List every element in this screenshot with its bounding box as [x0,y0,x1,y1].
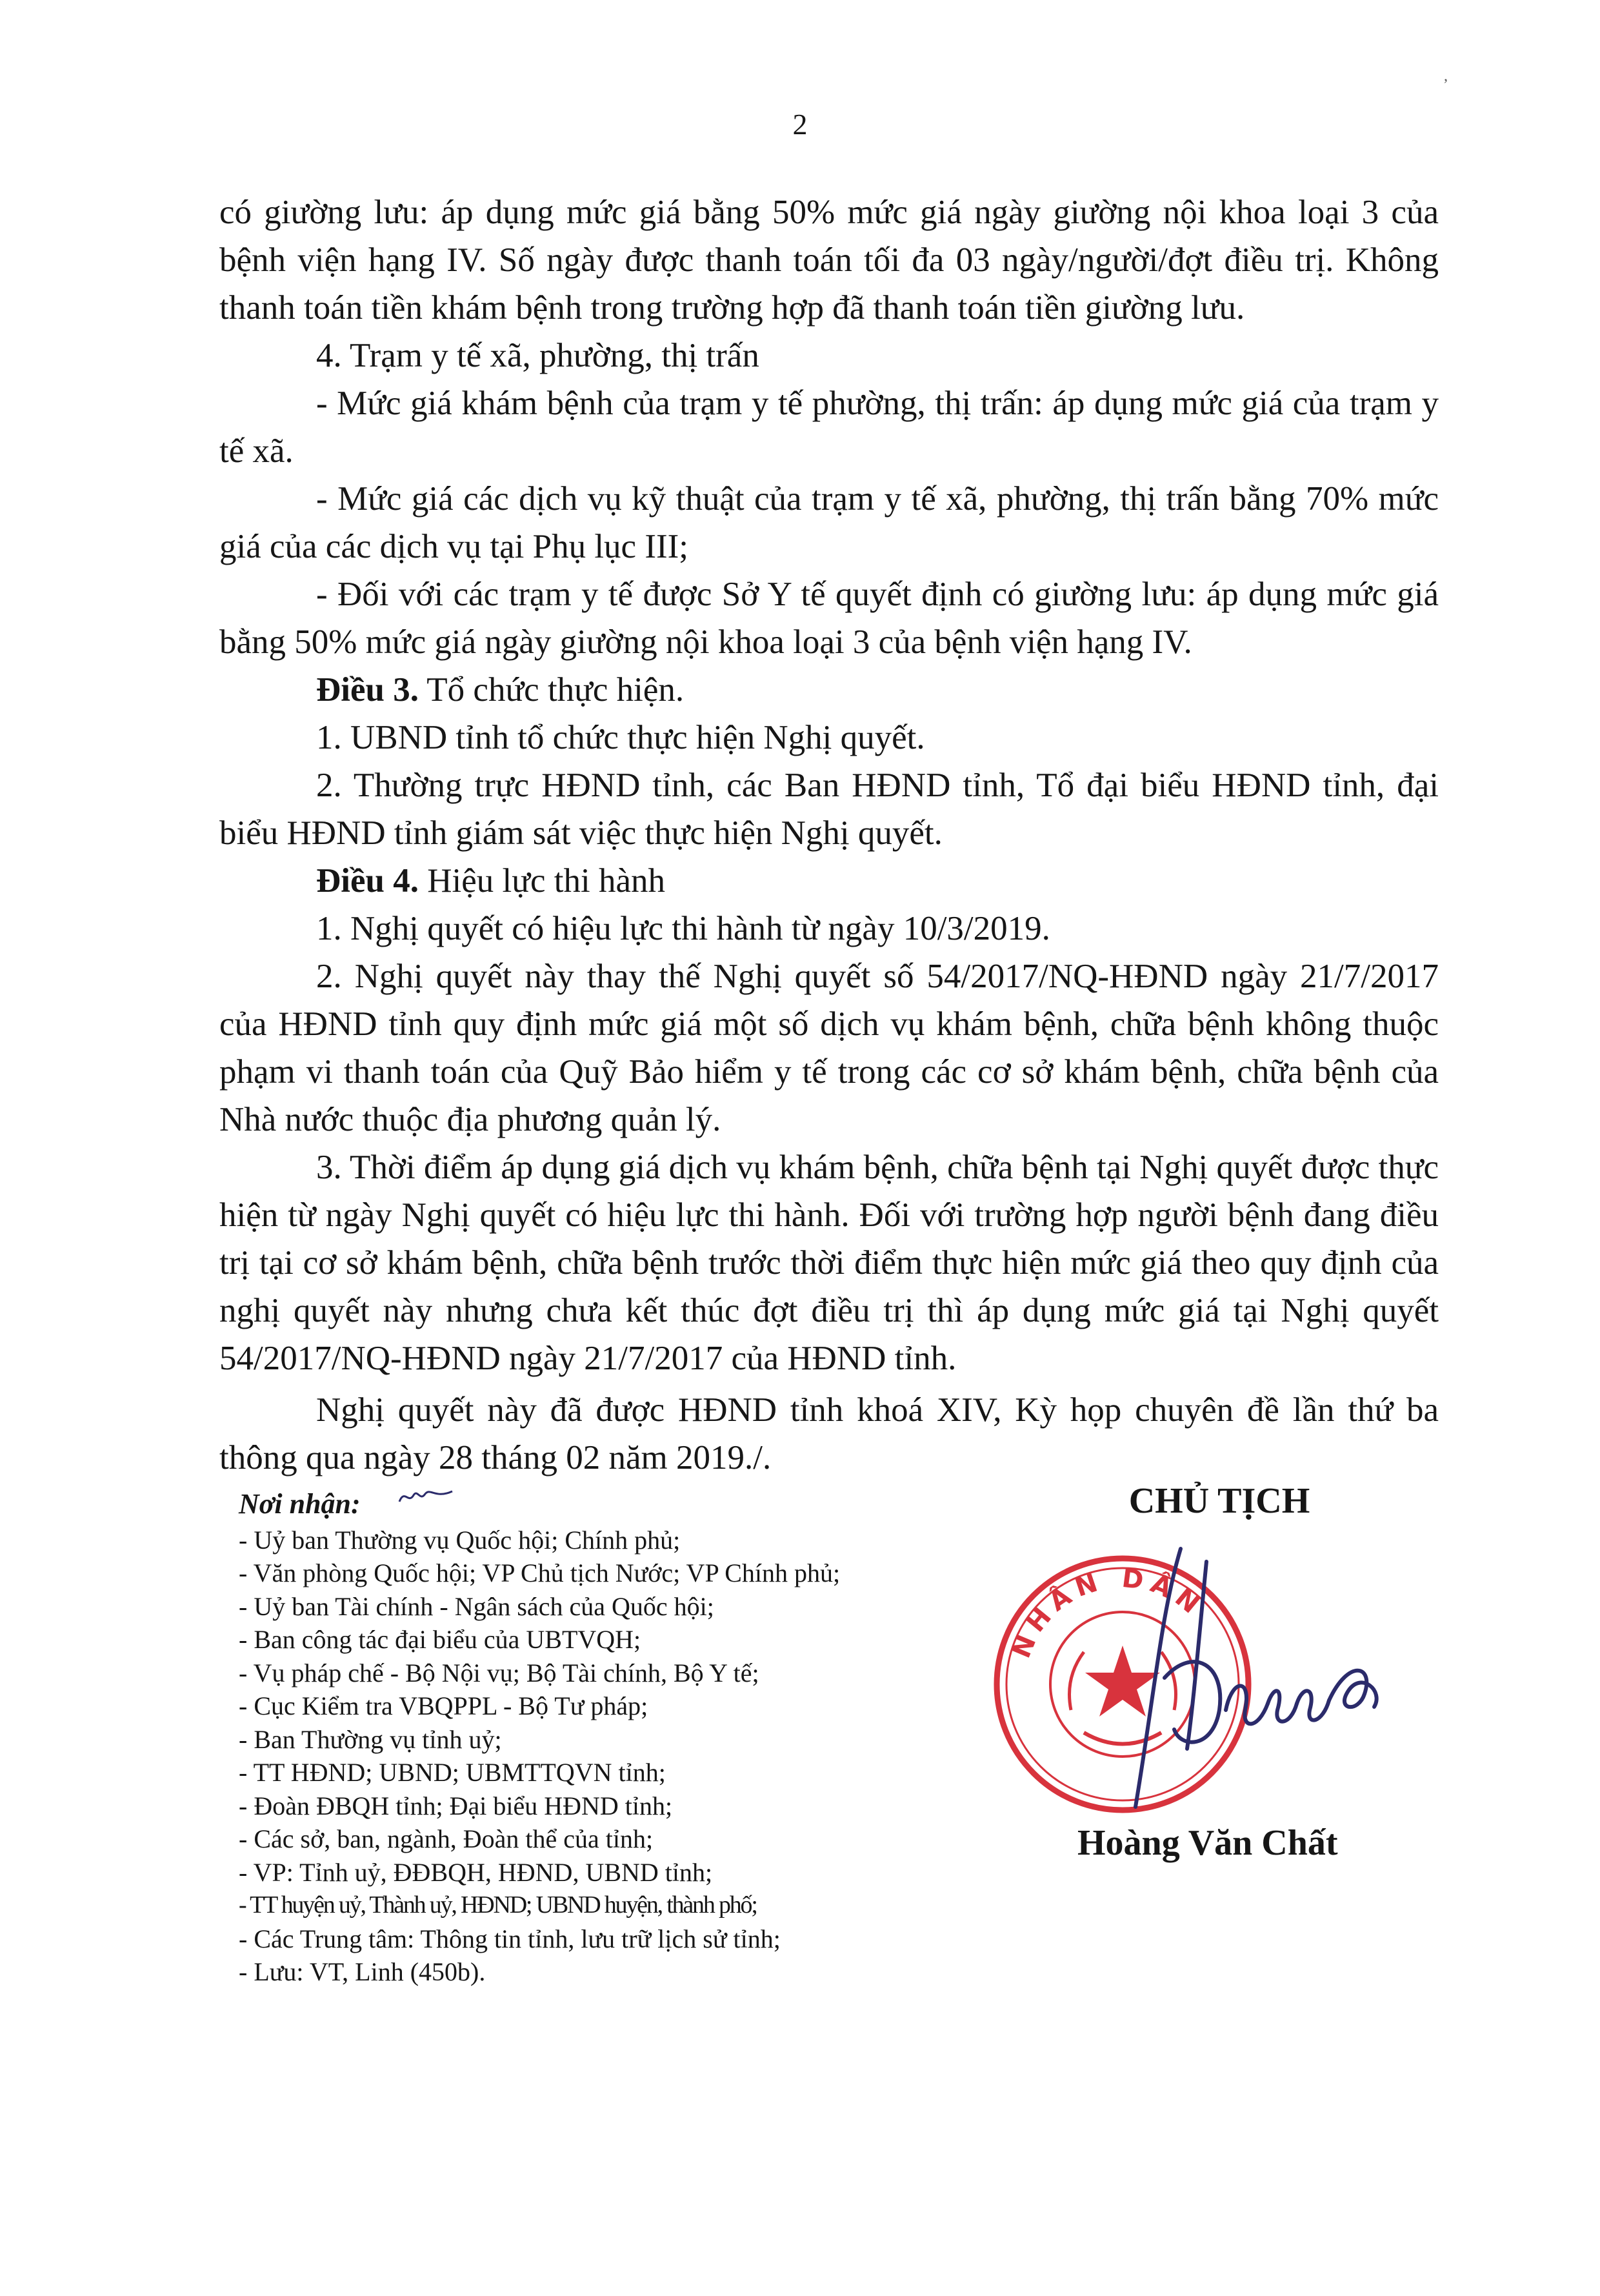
article-heading [219,666,1439,714]
svg-text:NHÂN DÂN: NHÂN DÂN [1006,1563,1210,1663]
paragraph: có giường lưu: áp dụng mức giá bằng 50% mức giá ngày giường nội khoa loại 3 của bệnh viện hạng IV. Số ngày được thanh toán tối đa 03 ngày/người/đợt điều trị. Không thanh toán tiền khám bệnh trong trường hợp đã thanh toán tiền giường lưu. [219,194,1439,327]
document-body [219,188,1439,1482]
article-title: Tổ chức thực hiện. [419,671,685,709]
paragraph: 3. Thời điểm áp dụng giá dịch vụ khám bệnh, chữa bệnh tại Nghị quyết được thực hiện từ ngày Nghị quyết có hiệu lực thi hành. Đối với trường hợp người bệnh đang điều trị tại cơ sở khám bệnh, chữa bệnh trước thời điểm thực hiện mức giá theo quy định của nghị quyết này nhưng chưa kết thúc đợt điều trị thì áp dụng mức giá tại Nghị quyết 54/2017/NQ-HĐND ngày 21/7/2017 của HĐND tỉnh. [219,1149,1439,1377]
recipients-title-text: Nơi nhận: [239,1488,361,1520]
article-heading [219,857,1439,905]
recipients-list [239,1524,1000,1989]
list-item: - Vụ pháp chế - Bộ Nội vụ; Bộ Tài chính, Bộ Y tế; [239,1658,759,1687]
list-item: - VP: Tỉnh uỷ, ĐĐBQH, HĐND, UBND tỉnh; [239,1857,713,1887]
list-item: - TT HĐND; UBND; UBMTTQVN tỉnh; [239,1758,666,1787]
scan-mark: , [1444,68,1448,85]
paragraph: Nghị quyết này đã được HĐND tỉnh khoá XIV, Kỳ họp chuyên đề lần thứ ba thông qua ngày 28 tháng 02 năm 2019./. [219,1391,1439,1476]
paragraph: 4. Trạm y tế xã, phường, thị trấn [316,337,759,374]
list-item: - Ban công tác đại biểu của UBTVQH; [239,1625,641,1654]
recipients-block [239,1487,1000,1989]
page-number: 2 [792,108,808,141]
list-item: - Lưu: VT, Linh (450b). [239,1957,486,1986]
paragraph: - Mức giá các dịch vụ kỹ thuật của trạm y tế xã, phường, thị trấn bằng 70% mức giá của các dịch vụ tại Phụ lục III; [219,480,1439,565]
article-label: Điều 3. [316,671,419,709]
paragraph: - Mức giá khám bệnh của trạm y tế phường, thị trấn: áp dụng mức giá của trạm y tế xã. [219,385,1439,470]
article-title: Hiệu lực thi hành [419,862,665,900]
signer-title: CHỦ TỊCH [1128,1481,1310,1521]
article-label: Điều 4. [316,862,419,900]
list-item: - Ban Thường vụ tỉnh uỷ; [239,1724,502,1754]
paragraph: 2. Thường trực HĐND tỉnh, các Ban HĐND tỉnh, Tổ đại biểu HĐND tỉnh, đại biểu HĐND tỉnh giám sát việc thực hiện Nghị quyết. [219,767,1439,852]
paragraph: 1. Nghị quyết có hiệu lực thi hành từ ngày 10/3/2019. [316,910,1050,947]
list-item: - Uỷ ban Tài chính - Ngân sách của Quốc hội; [239,1591,714,1621]
list-item: - Văn phòng Quốc hội; VP Chủ tịch Nước; VP Chính phủ; [239,1558,841,1587]
signature-block [974,1478,1465,1904]
paragraph: 2. Nghị quyết này thay thế Nghị quyết số 54/2017/NQ-HĐND ngày 21/7/2017 của HĐND tỉnh quy định mức giá một số dịch vụ khám bệnh, chữa bệnh không thuộc phạm vi thanh toán của Quỹ Bảo hiểm y tế trong các cơ sở khám bệnh, chữa bệnh của Nhà nước thuộc địa phương quản lý. [219,958,1439,1138]
paragraph: - Đối với các trạm y tế được Sở Y tế quyết định có giường lưu: áp dụng mức giá bằng 50% mức giá ngày giường nội khoa loại 3 của bệnh viện hạng IV. [219,576,1439,661]
signer-name: Hoàng Văn Chất [1077,1823,1338,1863]
list-item: - Đoàn ĐBQH tỉnh; Đại biểu HĐND tỉnh; [239,1791,673,1820]
paragraph: 1. UBND tỉnh tổ chức thực hiện Nghị quyết. [316,719,925,756]
list-item: - Các sở, ban, ngành, Đoàn thể của tỉnh; [239,1824,654,1853]
list-item: - Cục Kiểm tra VBQPPL - Bộ Tư pháp; [239,1691,648,1720]
list-item: - Uỷ ban Thường vụ Quốc hội; Chính phủ; [239,1525,681,1555]
recipients-title [239,1487,1000,1521]
initials-scribble-icon [397,1482,455,1508]
list-item: - TT huyện uỷ, Thành uỷ, HĐND; UBND huyện, thành phố; [239,1891,757,1918]
handwritten-signature-icon [1013,1536,1400,1833]
list-item: - Các Trung tâm: Thông tin tỉnh, lưu trữ lịch sử tỉnh; [239,1924,781,1953]
